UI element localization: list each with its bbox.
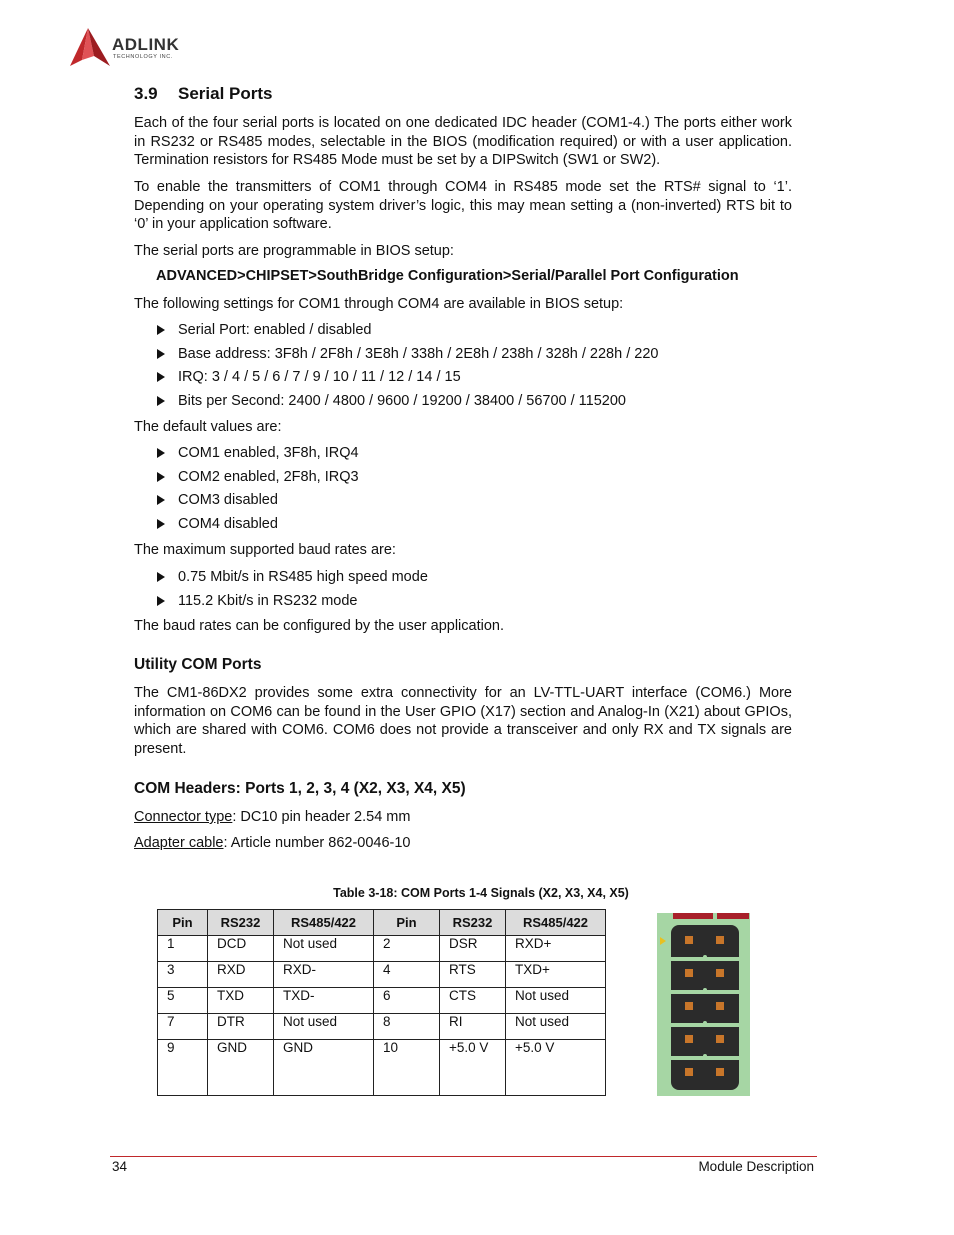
table-cell: +5.0 V <box>440 1040 506 1096</box>
table-cell: RXD+ <box>506 936 606 962</box>
paragraph-utility-com: The CM1-86DX2 provides some extra connectivity for an LV-TTL-UART interface (COM6.) More information on COM6 can be found in the User GPIO (X17) section and Analog-In (X21) about GPIOs, which are shared with COM6. COM6 does not provide a transceiver and only RX and TX signals are present. <box>134 685 792 758</box>
com-headers-heading: COM Headers: Ports 1, 2, 3, 4 (X2, X3, X4, X5) <box>134 780 466 797</box>
baud-list <box>134 568 792 610</box>
paragraph-rs485-enable: To enable the transmitters of COM1 through COM4 in RS485 mode set the RTS# signal to ‘1’. Depending on your operating system driver’s logic, this may mean setting a (non-inverted) RTS bit to ‘0’ in your application software. <box>134 179 792 233</box>
table-caption: Table 3-18: COM Ports 1-4 Signals (X2, X3, X4, X5) <box>333 886 629 900</box>
table-cell: DSR <box>440 936 506 962</box>
paragraph-baud-config: The baud rates can be configured by the user application. <box>134 618 504 634</box>
table-cell: 10 <box>374 1040 440 1096</box>
list-item: Serial Port: enabled / disabled <box>134 321 792 339</box>
column-header: Pin <box>158 910 208 936</box>
table-row <box>158 1014 606 1040</box>
table-cell: 3 <box>158 962 208 988</box>
adlink-triangle-icon <box>68 26 112 70</box>
table-cell: RXD- <box>274 962 374 988</box>
table-cell: 5 <box>158 988 208 1014</box>
bios-menu-path: ADVANCED>CHIPSET>SouthBridge Configuration>Serial/Parallel Port Configuration <box>156 268 739 284</box>
logo-tagline: TECHNOLOGY INC. <box>113 54 173 60</box>
connector-type-value: : DC10 pin header 2.54 mm <box>232 809 411 825</box>
table-cell: TXD- <box>274 988 374 1014</box>
table-cell: +5.0 V <box>506 1040 606 1096</box>
table-cell: Not used <box>274 936 374 962</box>
table-cell: RXD <box>208 962 274 988</box>
utility-com-heading: Utility COM Ports <box>134 656 262 673</box>
adlink-logo <box>68 26 208 70</box>
adapter-cable-line <box>134 834 792 853</box>
table-cell: GND <box>208 1040 274 1096</box>
list-item: 115.2 Kbit/s in RS232 mode <box>134 592 792 610</box>
table-cell: 9 <box>158 1040 208 1096</box>
table-cell: 6 <box>374 988 440 1014</box>
paragraph-baud-intro: The maximum supported baud rates are: <box>134 542 396 558</box>
table-cell: Not used <box>506 1014 606 1040</box>
section-heading <box>134 84 792 104</box>
table-cell: DCD <box>208 936 274 962</box>
list-item: IRQ: 3 / 4 / 5 / 6 / 7 / 9 / 10 / 11 / 12 / 14 / 15 <box>134 368 792 386</box>
list-item: Base address: 3F8h / 2F8h / 3E8h / 338h / 2E8h / 238h / 328h / 228h / 220 <box>134 345 792 363</box>
table-cell: 7 <box>158 1014 208 1040</box>
connector-type-line <box>134 808 792 827</box>
paragraph-intro: Each of the four serial ports is located on one dedicated IDC header (COM1-4.) The ports either work in RS232 or RS485 modes, selectable in the BIOS (modification required) or with a user application. Termination resistors for RS485 Mode must be set by a DIPSwitch (SW1 or SW2). <box>134 115 792 169</box>
table-cell: 4 <box>374 962 440 988</box>
footer-rule <box>110 1156 817 1157</box>
adapter-cable-value: : Article number 862-0046-10 <box>223 835 411 851</box>
table-cell: 2 <box>374 936 440 962</box>
paragraph-bios-programmable: The serial ports are programmable in BIOS setup: <box>134 243 454 259</box>
page-number: 34 <box>112 1159 128 1174</box>
table-cell: RI <box>440 1014 506 1040</box>
table-cell: 1 <box>158 936 208 962</box>
list-item: 0.75 Mbit/s in RS485 high speed mode <box>134 568 792 586</box>
table-cell: 8 <box>374 1014 440 1040</box>
table-cell: TXD+ <box>506 962 606 988</box>
header-strip-right <box>717 913 749 919</box>
column-header: RS232 <box>208 910 274 936</box>
list-item: Bits per Second: 2400 / 4800 / 9600 / 19200 / 38400 / 56700 / 115200 <box>134 392 792 410</box>
list-item: COM4 disabled <box>134 515 792 533</box>
list-item: COM1 enabled, 3F8h, IRQ4 <box>134 444 792 462</box>
table-row <box>158 962 606 988</box>
paragraph-defaults-intro: The default values are: <box>134 419 282 435</box>
header-strip-left <box>673 913 713 919</box>
table-row <box>158 1040 606 1096</box>
paragraph-settings-intro: The following settings for COM1 through COM4 are available in BIOS setup: <box>134 296 624 312</box>
table-row <box>158 936 606 962</box>
footer-chapter-title: Module Description <box>698 1159 814 1174</box>
connector-type-label: Connector type <box>134 809 233 825</box>
column-header: RS485/422 <box>506 910 606 936</box>
defaults-list <box>134 444 792 533</box>
table-cell: GND <box>274 1040 374 1096</box>
table-cell: Not used <box>506 988 606 1014</box>
list-item: COM3 disabled <box>134 491 792 509</box>
pin-header <box>671 925 739 1090</box>
section-title: Serial Ports <box>178 84 273 103</box>
column-header: RS485/422 <box>274 910 374 936</box>
table-cell: TXD <box>208 988 274 1014</box>
table-cell: CTS <box>440 988 506 1014</box>
section-number: 3.9 <box>134 84 158 103</box>
table-header-row <box>158 910 606 936</box>
logo-wordmark: ADLINK <box>112 35 180 54</box>
table-cell: Not used <box>274 1014 374 1040</box>
column-header: Pin <box>374 910 440 936</box>
table-row <box>158 988 606 1014</box>
adapter-cable-label: Adapter cable <box>134 835 224 851</box>
pin-header-illustration <box>657 913 750 1096</box>
column-header: RS232 <box>440 910 506 936</box>
com-ports-signal-table <box>157 909 606 1096</box>
list-item: COM2 enabled, 2F8h, IRQ3 <box>134 468 792 486</box>
table-cell: RTS <box>440 962 506 988</box>
settings-list <box>134 321 792 410</box>
table-cell: DTR <box>208 1014 274 1040</box>
